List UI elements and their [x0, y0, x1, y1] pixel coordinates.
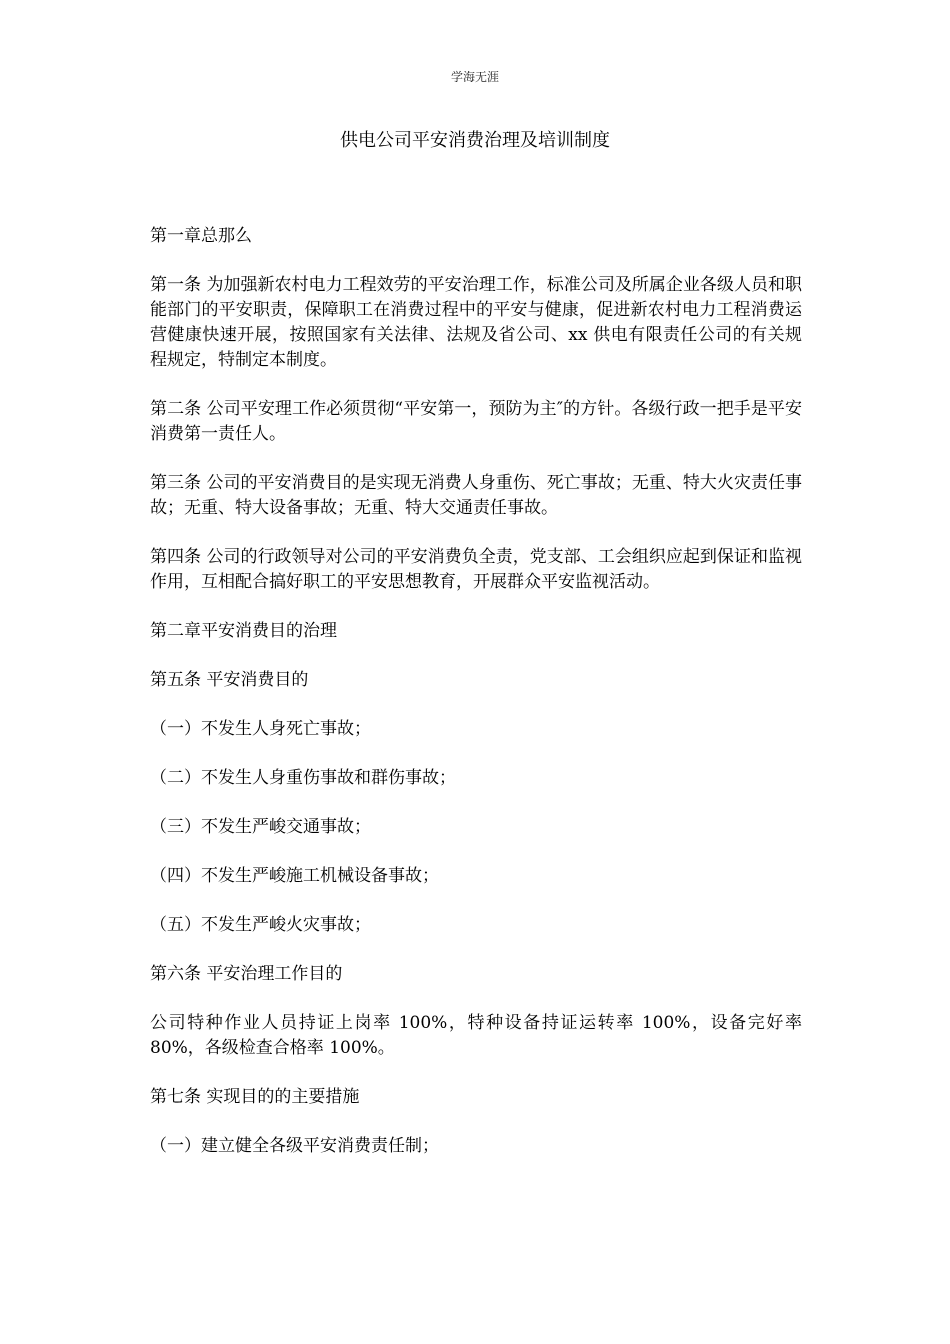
list-item: （四）不发生严峻施工机械设备事故；: [150, 866, 439, 886]
article-paragraph: 第四条 公司的行政领导对公司的平安消费负全责，党支部、工会组织应起到保证和监视作用，互相配合搞好职工的平安思想教育，开展群众平安监视活动。: [150, 547, 802, 592]
article-paragraph: 第一条 为加强新农村电力工程效劳的平安治理工作，标准公司及所属企业各级人员和职能部门的平安职责，保障职工在消费过程中的平安与健康，促进新农村电力工程消费运营健康快速开展，按照国家有关法律、法规及省公司、xx 供电有限责任公司的有关规程规定，特制定本制度。: [150, 275, 802, 370]
list-item: （五）不发生严峻火灾事故；: [150, 915, 371, 935]
list-item: （一）不发生人身死亡事故；: [150, 719, 371, 739]
article-paragraph: 第二条 公司平安理工作必须贯彻“平安第一，预防为主″的方针。各级行政一把手是平安消费第一责任人。: [150, 399, 802, 444]
article-heading: 第六条 平安治理工作目的: [150, 964, 343, 984]
list-item: （一）建立健全各级平安消费责任制；: [150, 1136, 439, 1156]
article-heading: 第七条 实现目的的主要措施: [150, 1087, 360, 1107]
chapter-heading: 第二章平安消费目的治理: [150, 621, 337, 641]
article-paragraph: 公司特种作业人员持证上岗率 100%，特种设备持证运转率 100%，设备完好率 80%，各级检查合格率 100%。: [150, 1013, 802, 1058]
page-header: 学海无涯: [450, 70, 499, 84]
chapter-heading: 第一章总那么: [150, 226, 252, 246]
document-body: [150, 224, 802, 1183]
list-item: （二）不发生人身重伤事故和群伤事故；: [150, 768, 456, 788]
document-title: 供电公司平安消费治理及培训制度: [340, 130, 610, 151]
article-paragraph: 第三条 公司的平安消费目的是实现无消费人身重伤、死亡事故；无重、特大火灾责任事故；无重、特大设备事故；无重、特大交通责任事故。: [150, 473, 802, 518]
article-heading: 第五条 平安消费目的: [150, 670, 309, 690]
list-item: （三）不发生严峻交通事故；: [150, 817, 371, 837]
